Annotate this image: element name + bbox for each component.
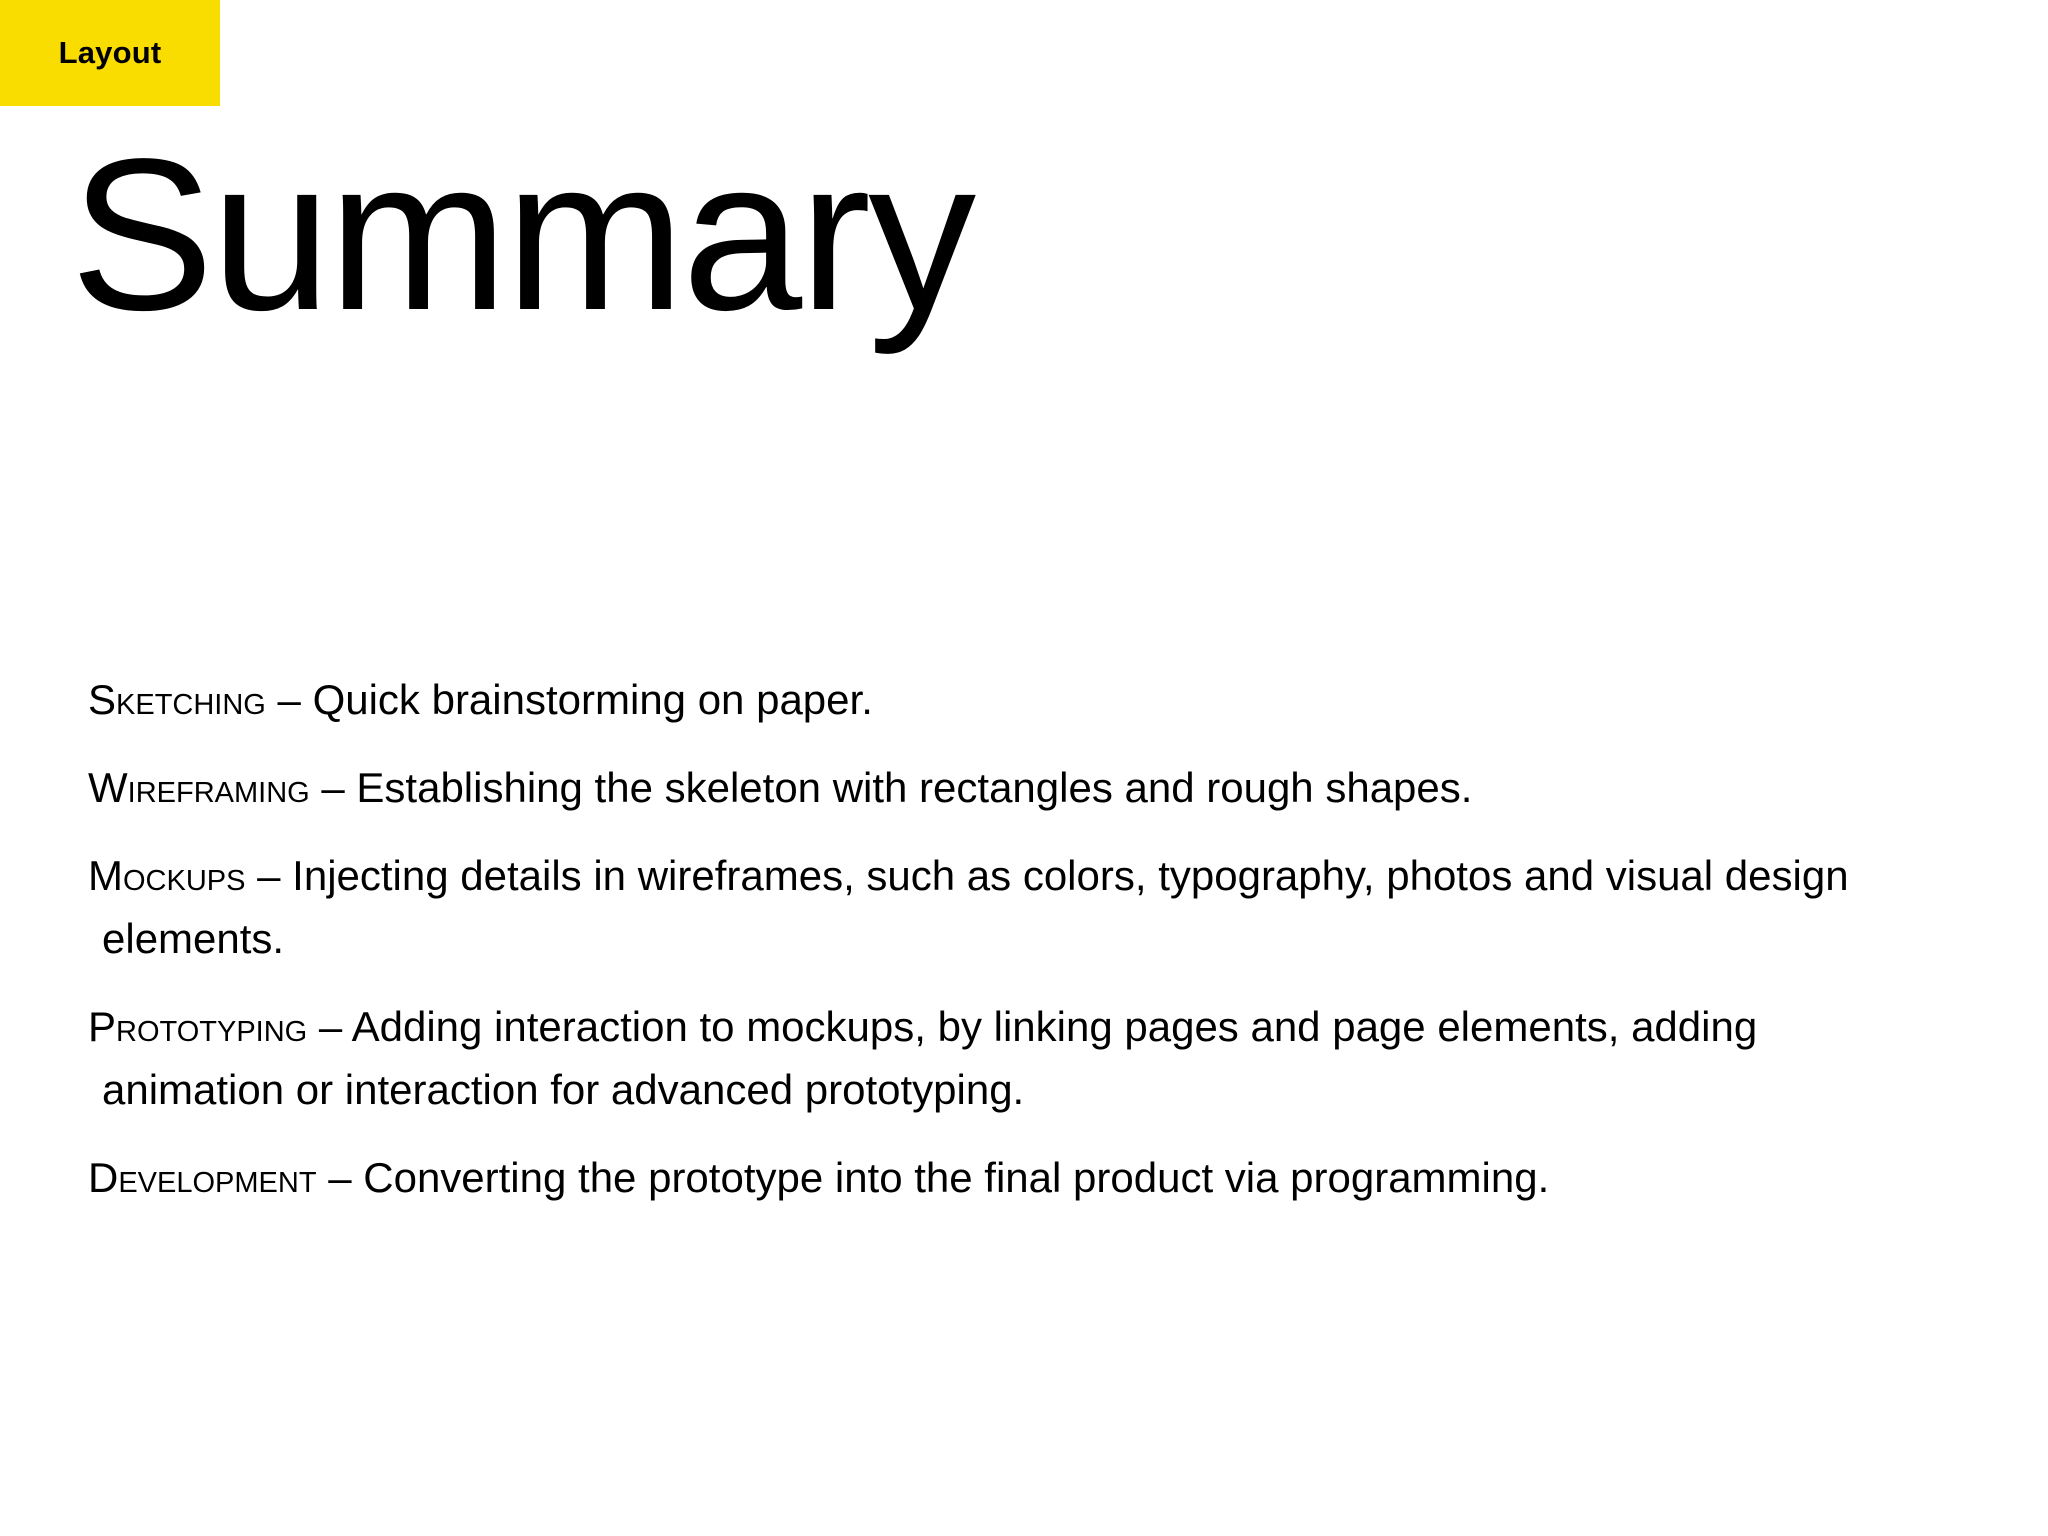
item-description: Establishing the skeleton with rectangles and rough shapes. bbox=[356, 764, 1473, 811]
item-separator: – bbox=[307, 1003, 352, 1050]
item-term: Sketching bbox=[88, 676, 266, 723]
item-separator: – bbox=[309, 764, 357, 811]
page-title: Summary bbox=[70, 113, 974, 355]
item-term: Wireframing bbox=[88, 764, 310, 811]
item-description: Quick brainstorming on paper. bbox=[312, 676, 873, 723]
list-item-mockups bbox=[88, 844, 1998, 970]
item-description: Injecting details in wireframes, such as colors, typography, photos and visual design bbox=[292, 852, 1849, 899]
item-description-continued: elements. bbox=[102, 915, 285, 962]
item-separator: – bbox=[316, 1154, 364, 1201]
section-tag-label: Layout bbox=[58, 35, 162, 70]
summary-list bbox=[88, 668, 1998, 1234]
list-item-sketching bbox=[88, 668, 1998, 731]
item-separator: – bbox=[245, 852, 293, 899]
list-item-development bbox=[88, 1146, 1998, 1209]
section-tag bbox=[0, 0, 220, 106]
item-term: Prototyping bbox=[88, 1003, 308, 1050]
item-description-continued: animation or interaction for advanced prototyping. bbox=[102, 1066, 1025, 1113]
list-item-prototyping bbox=[88, 995, 1998, 1121]
item-description: Adding interaction to mockups, by linking pages and page elements, adding bbox=[351, 1003, 1758, 1050]
item-term: Development bbox=[88, 1154, 317, 1201]
item-separator: – bbox=[265, 676, 313, 723]
item-term: Mockups bbox=[88, 852, 246, 899]
list-item-wireframing bbox=[88, 756, 1998, 819]
item-description: Converting the prototype into the final product via programming. bbox=[363, 1154, 1550, 1201]
